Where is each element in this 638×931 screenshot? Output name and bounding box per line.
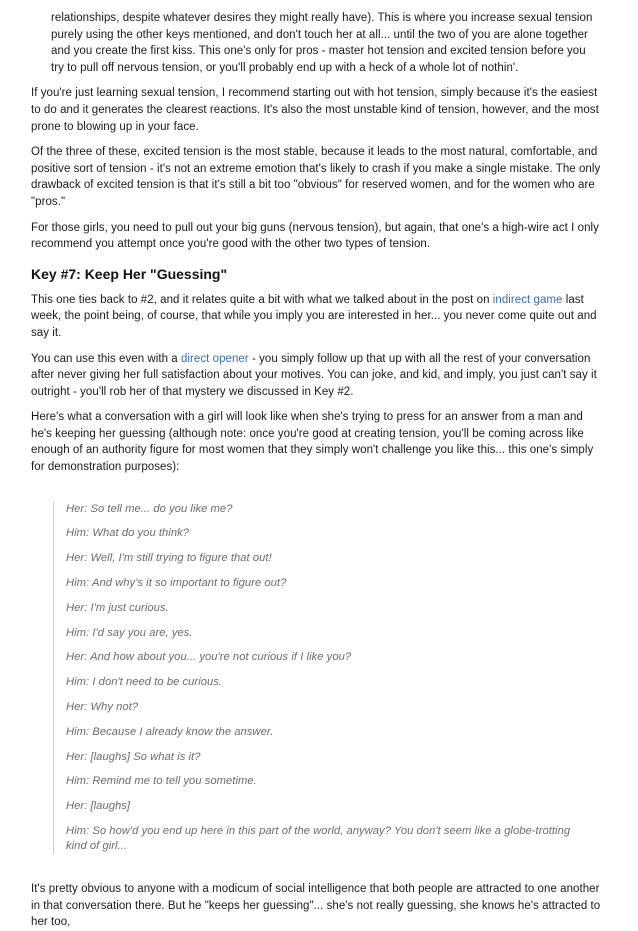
paragraph-hot-tension: If you're just learning sexual tension, I recommend starting out with hot tension, simply because it's the easiest to do and it generates the clearest reactions. It's also the most unstable kind of tension, however, and the most prone to blowing up in your face. xyxy=(31,87,599,133)
paragraph-excited-tension: Of the three of these, excited tension is the most stable, because it leads to the most natural, comfortable, and positive sort of tension - it's not an extreme emotion that's likely to crash if you make a single mistake. The only drawback of excited tension is that it's still a bit too "obvious" for reserved women, and for the women who are "pros." xyxy=(31,146,601,208)
paragraph-text: last week, the point being, of course, that while you imply you are interested in her... you never come quite out and say it. xyxy=(31,293,597,339)
heading-key-7: Key #7: Keep Her "Guessing" xyxy=(31,265,228,282)
direct-opener-link[interactable]: direct opener xyxy=(180,352,249,365)
dialogue-line: Her: Well, I'm still trying to figure that out! xyxy=(66,552,272,565)
paragraph-text: - you simply follow up that up with all the rest of your conversation after never giving her full satisfaction about your motives. You can joke, and kid, and imply, you just can't say it outright - you'll rob her of that mystery we discussed in Key #2. xyxy=(31,352,597,398)
dialogue-line: Her: And how about you... you're not curious if I like you? xyxy=(66,651,352,664)
dialogue-line: Him: What do you think? xyxy=(66,527,190,540)
dialogue-line: Her: Why not? xyxy=(66,701,139,714)
dialogue-line: Her: [laughs] xyxy=(66,800,131,813)
paragraph-key7-intro xyxy=(31,292,607,342)
paragraph-conversation-intro: Here's what a conversation with a girl will look like when she's trying to press for an answer from a man and he's keeping her guessing (although note: once you're good at creating tension, you'll be coming across like enough of an authority figure for most women that they simply won't challenge you like this... this one's simply for demonstration purposes): xyxy=(31,411,594,474)
dialogue-line: Him: I don't need to be curious. xyxy=(66,676,223,689)
paragraph-text: You can use this even with a xyxy=(31,352,181,365)
dialogue-line: Him: I'd say you are, yes. xyxy=(66,626,193,639)
paragraph-after-dialogue: It's pretty obvious to anyone with a modicum of social intelligence that both people are attracted to one another in that conversation there. But he "keeps her guessing"... she's not really guessing, she knows he's attracted to her too, xyxy=(31,883,601,929)
dialogue-line: Him: And why's it so important to figure out? xyxy=(66,577,287,590)
intro-fragment: relationships, despite whatever desires they might really have). This is where you increase sexual tension purely using the other keys mentioned, and don't touch her at all... until the two of you are alone together and you create the first kiss. This one's only for pros - master hot tension and excited tension before you try to pull off nervous tension, or you'll probably end up with a heck of a whole lot of nothin'. xyxy=(51,12,593,74)
dialogue-line: Him: Because I already know the answer. xyxy=(66,725,274,738)
dialogue-blockquote xyxy=(53,502,586,854)
dialogue-line: Her: So tell me... do you like me? xyxy=(66,502,233,515)
dialogue-line: Him: So how'd you end up here in this part of the world, anyway? You don't seem like a globe-trotting kind of girl... xyxy=(66,825,571,853)
dialogue-line: Him: Remind me to tell you sometime. xyxy=(66,775,257,788)
indirect-game-link[interactable]: indirect game xyxy=(492,293,563,306)
paragraph-text: This one ties back to #2, and it relates quite a bit with what we talked about in the post on xyxy=(31,293,493,306)
paragraph-direct-opener xyxy=(31,351,607,401)
dialogue-line: Her: I'm just curious. xyxy=(66,601,169,614)
paragraph-those-girls: For those girls, you need to pull out your big guns (nervous tension), but again, that one's a high-wire act I only recommend you attempt once you're good with the other two types of tension. xyxy=(31,221,599,251)
article-body xyxy=(31,10,607,931)
dialogue-line: Her: [laughs] So what is it? xyxy=(66,750,201,763)
